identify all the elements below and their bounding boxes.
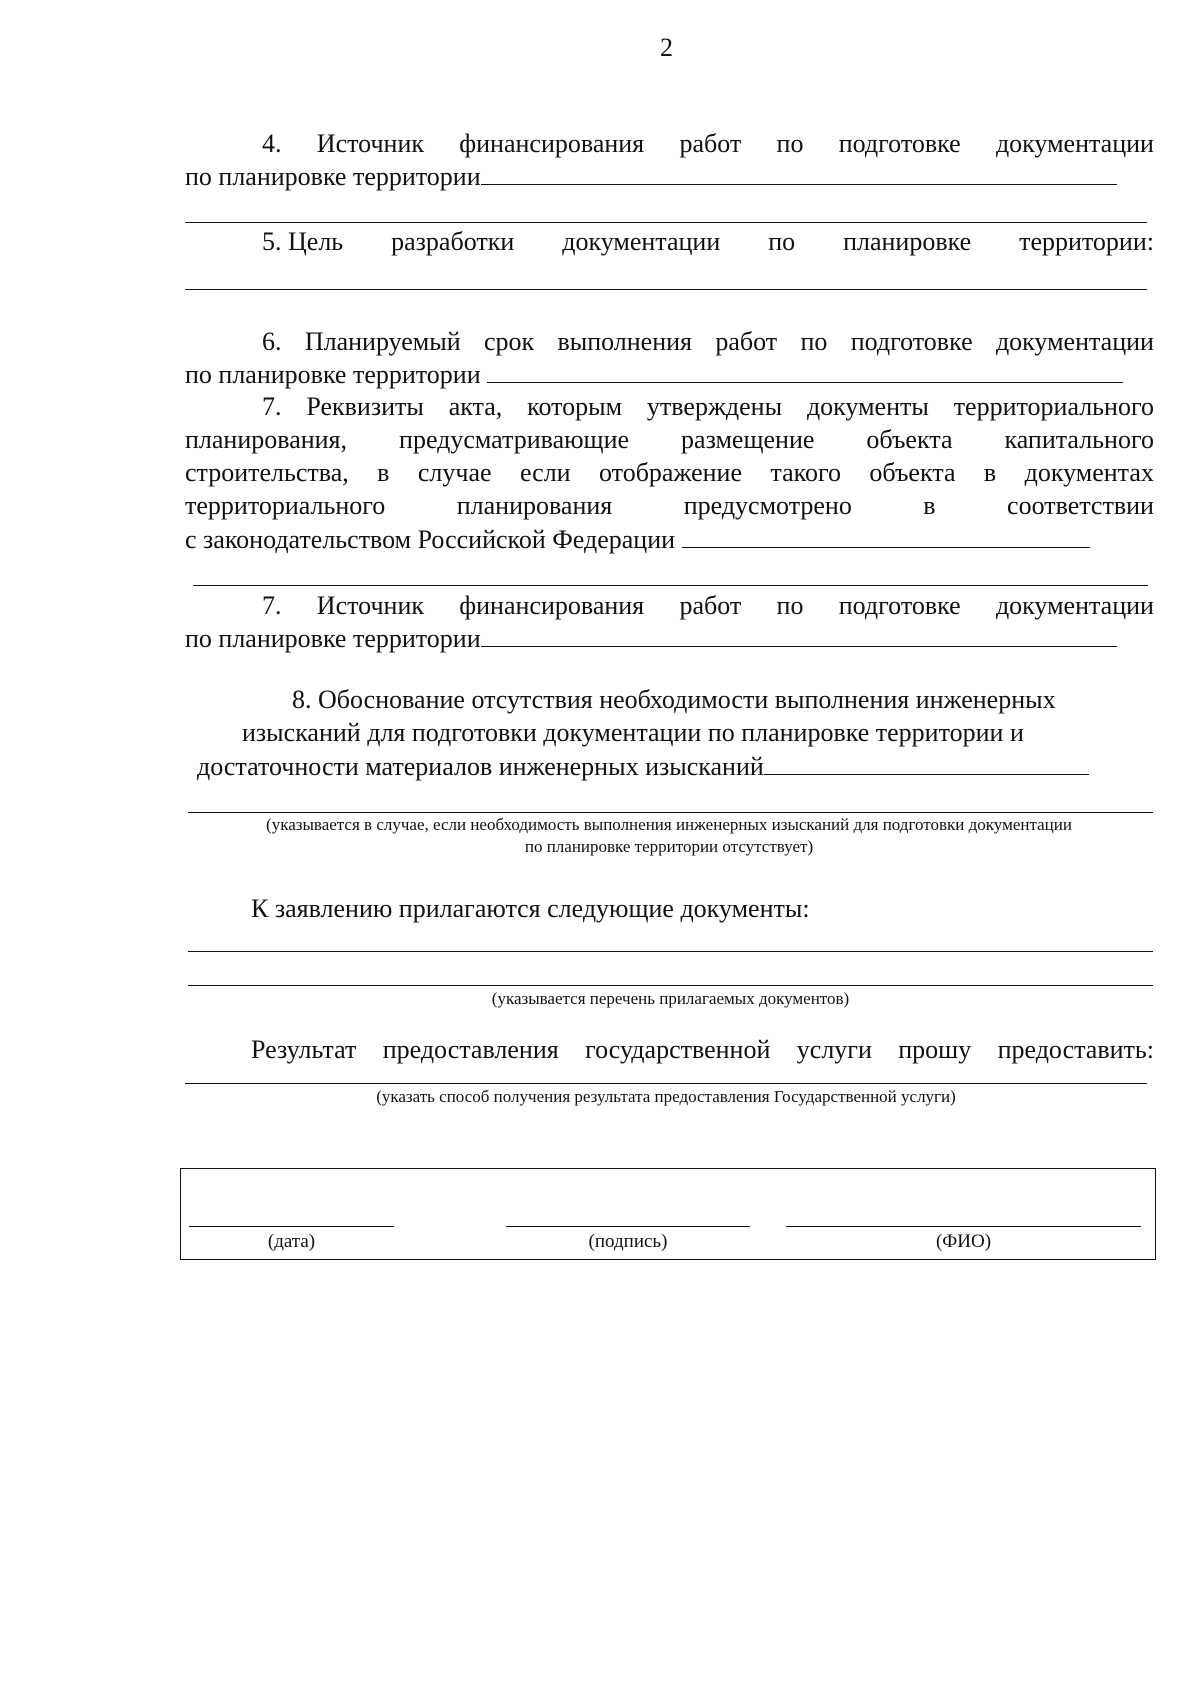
section-4-fill-line[interactable] bbox=[481, 160, 1117, 185]
attachments-line-2[interactable] bbox=[188, 985, 1153, 986]
attachments-heading: К заявлению прилагаются следующие документы: bbox=[251, 894, 810, 923]
result-note: (указать способ получения результата предоставления Государственной услуги) bbox=[376, 1087, 956, 1106]
section-7-line-2: планирования, предусматривающие размещение объекта капитального bbox=[185, 425, 1154, 454]
result-line-1: Результат предоставления государственной услуги прошу предоставить: bbox=[251, 1035, 1154, 1064]
section-8-fill-line[interactable] bbox=[764, 750, 1089, 775]
name-line[interactable] bbox=[786, 1226, 1141, 1227]
section-7-line-1: 7. Реквизиты акта, которым утверждены документы территориального bbox=[262, 392, 1154, 421]
section-8-note: (указывается в случае, если необходимость выполнения инженерных изысканий для подготовки документации по планировке территории отсутствует) bbox=[266, 815, 1072, 856]
section-6-fill-line[interactable] bbox=[487, 358, 1123, 383]
section-4-extra-line[interactable] bbox=[185, 222, 1147, 223]
section-4-line-1: 4. Источник финансирования работ по подготовке документации bbox=[262, 129, 1154, 158]
section-7b-line-1: 7. Источник финансирования работ по подготовке документации bbox=[262, 591, 1154, 620]
section-6-line-2: по планировке территории bbox=[185, 358, 1123, 391]
page-number: 2 bbox=[660, 33, 673, 62]
section-5-line-1: 5. Цель разработки документации по планировке территории: bbox=[262, 227, 1154, 256]
signature-line[interactable] bbox=[506, 1226, 750, 1227]
section-7-line-3: строительства, в случае если отображение такого объекта в документах bbox=[185, 458, 1154, 487]
result-fill-line[interactable] bbox=[185, 1083, 1147, 1084]
date-label: (дата) bbox=[267, 1231, 316, 1252]
name-label: (ФИО) bbox=[935, 1231, 992, 1252]
section-8-line-3: достаточности материалов инженерных изысканий bbox=[197, 750, 1089, 783]
signature-label: (подпись) bbox=[588, 1231, 668, 1252]
section-7-fill-line[interactable] bbox=[682, 523, 1090, 548]
signature-box bbox=[180, 1168, 1156, 1260]
section-8-line-2: изысканий для подготовки документации по планировке территории и bbox=[242, 718, 1024, 747]
attachments-note: (указывается перечень прилагаемых документов) bbox=[491, 989, 850, 1008]
date-line[interactable] bbox=[189, 1226, 394, 1227]
attachments-line-1[interactable] bbox=[188, 951, 1153, 952]
section-4-line-2: по планировке территории bbox=[185, 160, 1117, 193]
section-6-line-1: 6. Планируемый срок выполнения работ по подготовке документации bbox=[262, 327, 1154, 356]
section-8-extra-line[interactable] bbox=[188, 812, 1153, 813]
section-5-fill-line[interactable] bbox=[185, 289, 1147, 290]
section-7b-fill-line[interactable] bbox=[481, 622, 1117, 647]
section-7-line-5: с законодательством Российской Федерации bbox=[185, 523, 1090, 556]
section-7b-line-2: по планировке территории bbox=[185, 622, 1117, 655]
section-7-line-4: территориального планирования предусмотрено в соответствии bbox=[185, 491, 1154, 520]
section-8-line-1: 8. Обоснование отсутствия необходимости выполнения инженерных bbox=[292, 685, 1056, 714]
section-7-extra-line[interactable] bbox=[193, 585, 1148, 586]
